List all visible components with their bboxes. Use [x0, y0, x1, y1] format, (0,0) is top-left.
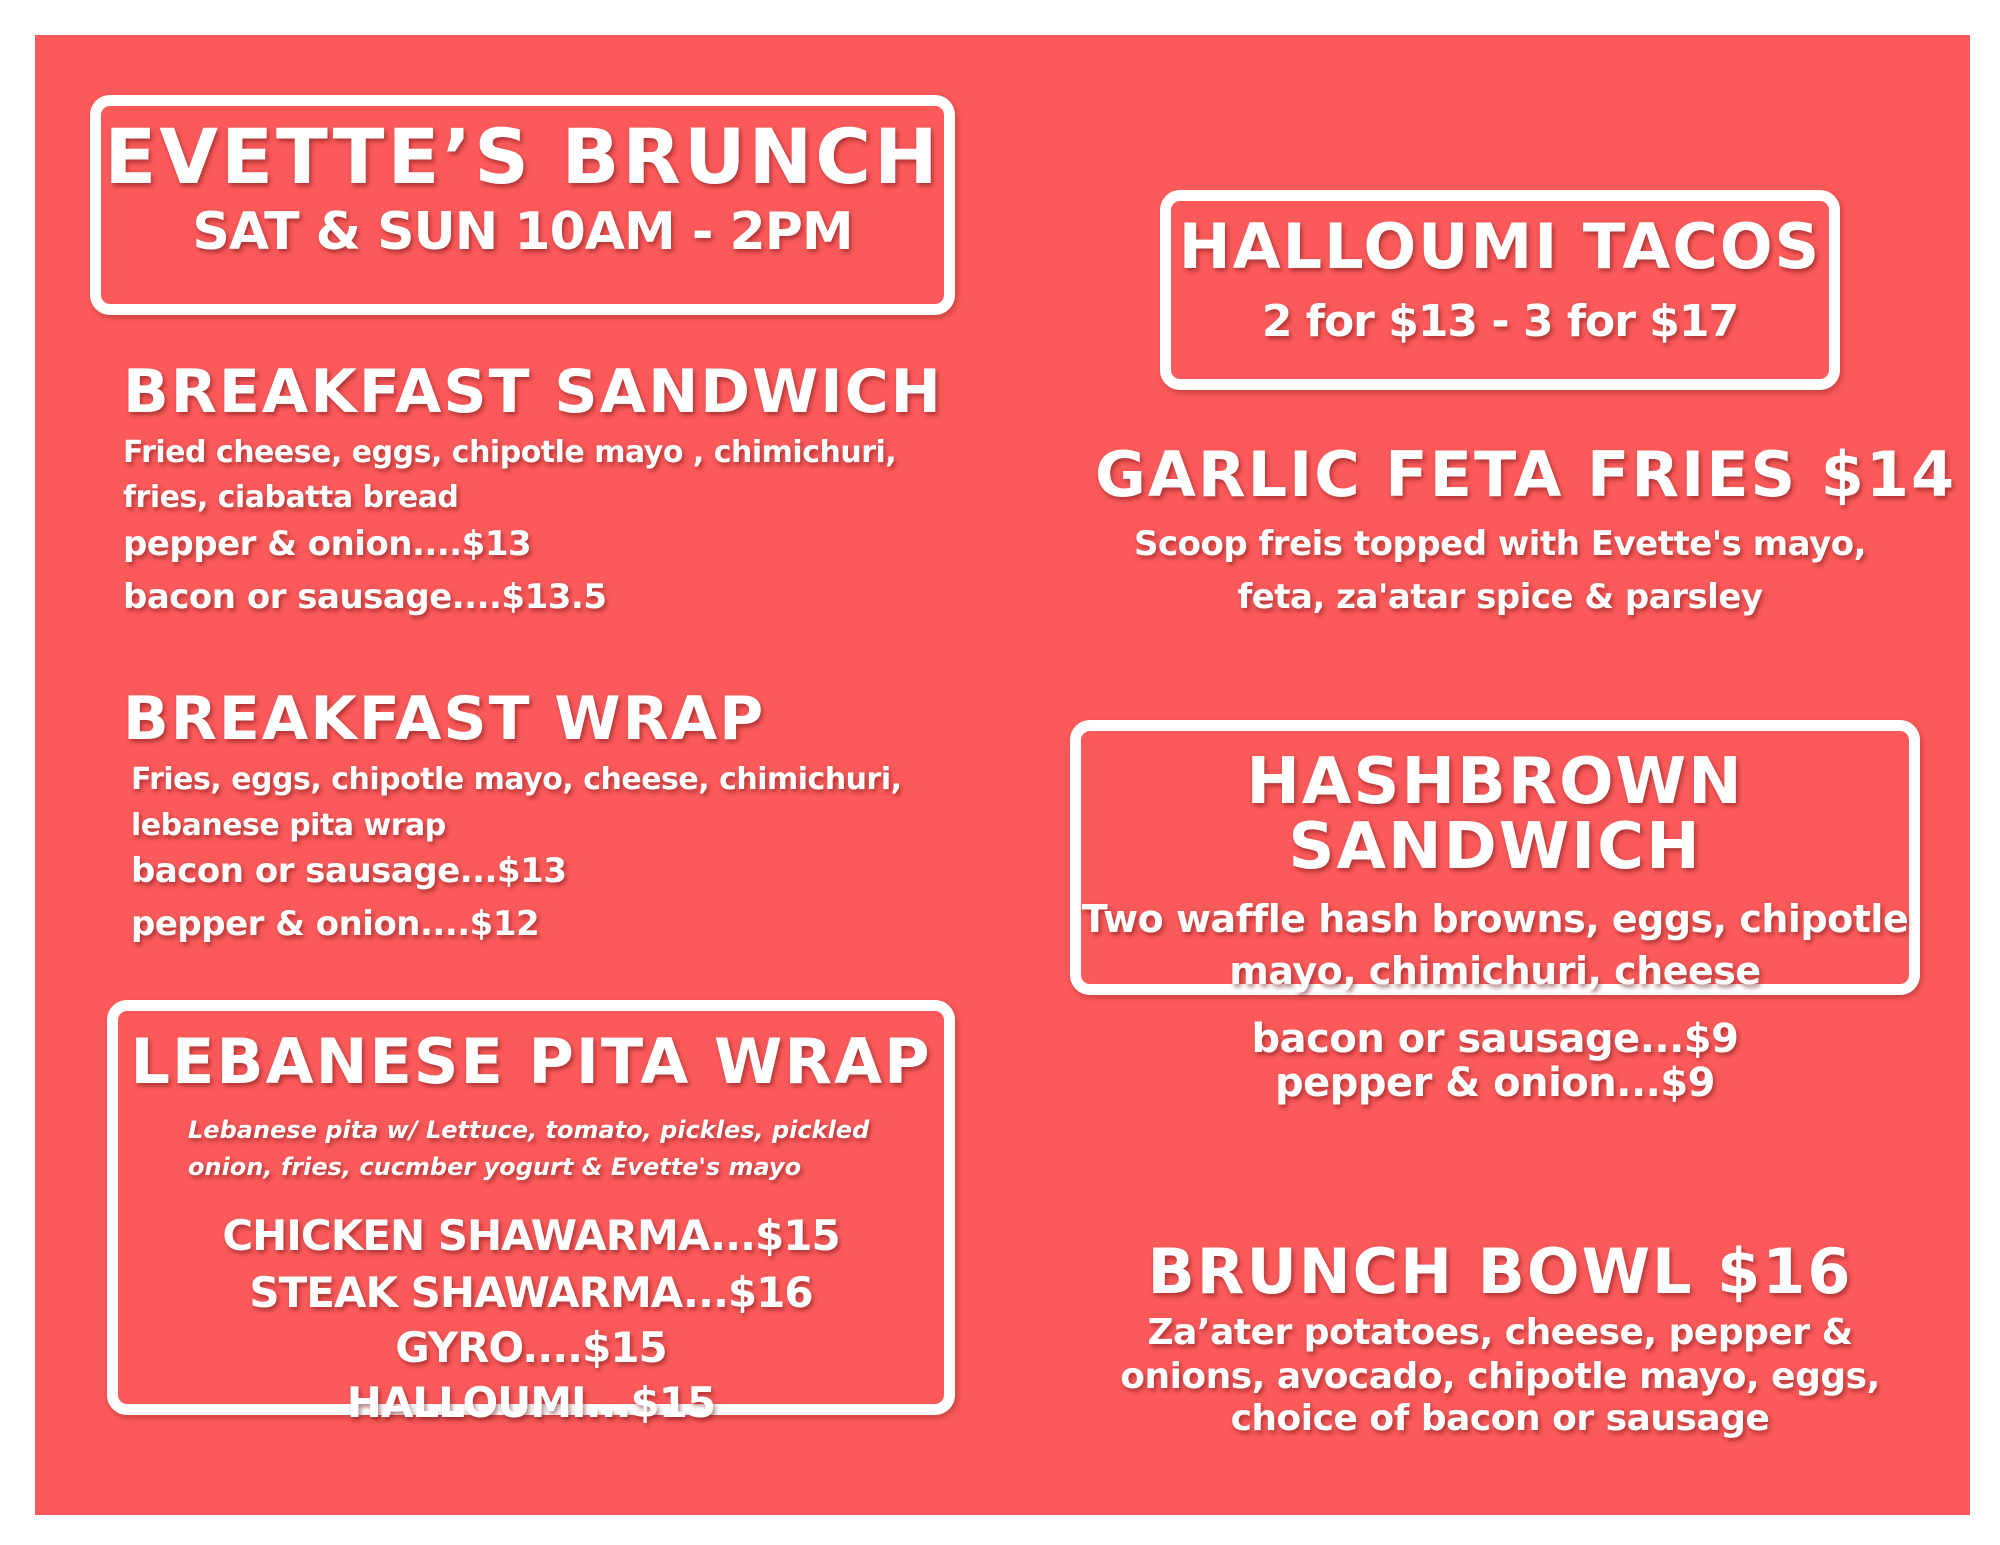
brunch-bowl-title: BRUNCH BOWL $16 [1147, 1235, 1853, 1308]
breakfast-wrap-title: BREAKFAST WRAP [123, 684, 766, 754]
halloumi-tacos-price: 2 for $13 - 3 for $17 [1261, 296, 1739, 347]
breakfast-wrap-option-1: bacon or sausage...$13 [131, 851, 567, 891]
hashbrown-sandwich-title-2: SANDWICH [1288, 810, 1702, 884]
garlic-feta-fries-title: GARLIC FETA FRIES $14 [1095, 438, 1957, 511]
brunch-bowl-desc-3: choice of bacon or sausage [1230, 1398, 1770, 1439]
lebanese-option-halloumi: HALLOUMI...$15 [346, 1378, 716, 1427]
lebanese-option-chicken: CHICKEN SHAWARMA...$15 [222, 1211, 840, 1260]
menu-sheet [35, 35, 1970, 1515]
lebanese-option-steak: STEAK SHAWARMA...$16 [249, 1268, 813, 1317]
breakfast-sandwich-desc-1: Fried cheese, eggs, chipotle mayo , chimichuri, [123, 435, 897, 470]
lebanese-pita-wrap-desc-1: Lebanese pita w/ Lettuce, tomato, pickles, pickled [188, 1116, 870, 1144]
breakfast-wrap-desc-2: lebanese pita wrap [131, 808, 446, 843]
breakfast-wrap-option-2: pepper & onion....$12 [131, 904, 540, 944]
hours-text: SAT & SUN 10AM - 2PM [192, 202, 853, 262]
hashbrown-sandwich-option-2: pepper & onion...$9 [1275, 1060, 1715, 1106]
hashbrown-sandwich-desc-2: mayo, chimichuri, cheese [1229, 949, 1761, 993]
halloumi-tacos-title: HALLOUMI TACOS [1178, 210, 1822, 283]
brunch-bowl-desc-2: onions, avocado, chipotle mayo, eggs, [1120, 1356, 1880, 1397]
lebanese-option-gyro: GYRO....$15 [395, 1323, 667, 1372]
breakfast-wrap-desc-1: Fries, eggs, chipotle mayo, cheese, chimichuri, [131, 762, 902, 797]
menu-title: EVETTE’S BRUNCH [104, 112, 941, 201]
hashbrown-sandwich-title-1: HASHBROWN [1246, 745, 1744, 819]
garlic-feta-fries-desc-1: Scoop freis topped with Evette's mayo, [1133, 524, 1867, 564]
breakfast-sandwich-desc-2: fries, ciabatta bread [123, 480, 459, 515]
breakfast-sandwich-option-1: pepper & onion....$13 [123, 524, 532, 564]
hashbrown-sandwich-option-1: bacon or sausage...$9 [1251, 1016, 1739, 1062]
breakfast-sandwich-title: BREAKFAST SANDWICH [123, 357, 943, 427]
brunch-bowl-desc-1: Za’ater potatoes, cheese, pepper & [1147, 1312, 1853, 1353]
hashbrown-sandwich-desc-1: Two waffle hash browns, eggs, chipotle [1081, 897, 1909, 941]
breakfast-sandwich-option-2: bacon or sausage....$13.5 [123, 577, 607, 617]
garlic-feta-fries-desc-2: feta, za'atar spice & parsley [1237, 577, 1763, 617]
lebanese-pita-wrap-desc-2: onion, fries, cucmber yogurt & Evette's mayo [188, 1153, 802, 1181]
lebanese-pita-wrap-title: LEBANESE PITA WRAP [130, 1025, 932, 1098]
